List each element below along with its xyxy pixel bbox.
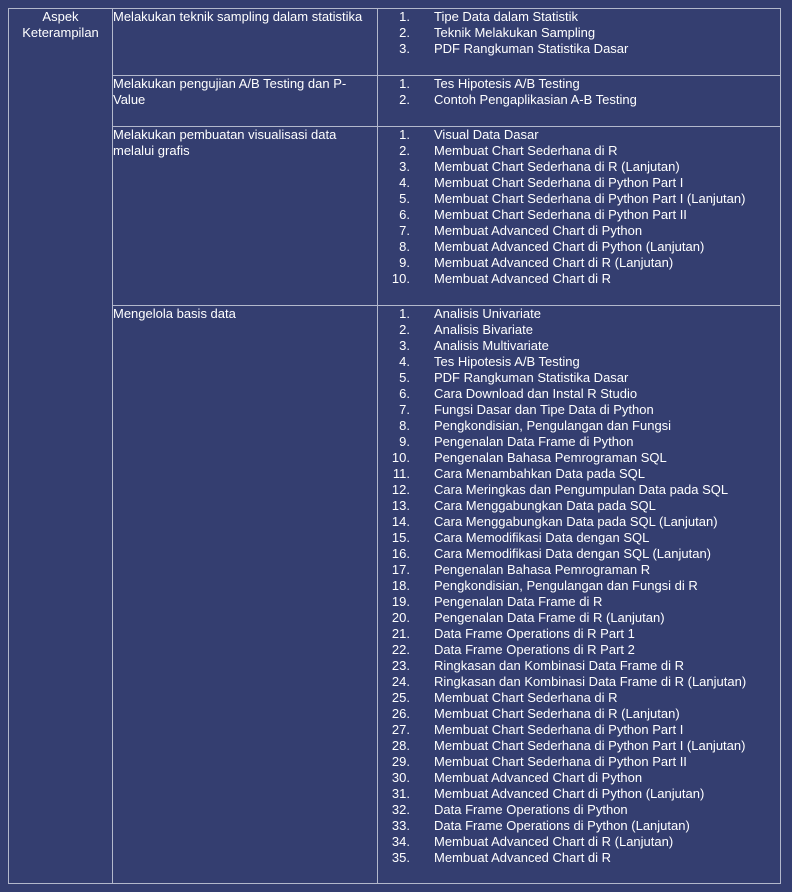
item-text: Membuat Advanced Chart di Python xyxy=(434,770,643,785)
item-text: Membuat Chart Sederhana di Python Part I xyxy=(434,175,684,190)
item-number: 16. xyxy=(391,546,410,561)
item-text: Cara Menggabungkan Data pada SQL xyxy=(434,498,656,513)
item-number: 1. xyxy=(399,306,410,321)
item-number: 8. xyxy=(399,418,410,433)
item-text: Membuat Chart Sederhana di R xyxy=(434,690,618,705)
list-item xyxy=(378,271,780,287)
curriculum-table-body xyxy=(9,9,781,884)
materials-cell xyxy=(378,127,781,306)
item-text: Pengenalan Data Frame di R (Lanjutan) xyxy=(434,610,665,625)
item-text: Membuat Advanced Chart di Python (Lanjutan) xyxy=(434,239,705,254)
item-number: 6. xyxy=(399,386,410,401)
list-item xyxy=(378,754,780,770)
list-item xyxy=(378,482,780,498)
skill-cell xyxy=(113,306,378,884)
item-text: Cara Menambahkan Data pada SQL xyxy=(434,466,646,481)
list-item xyxy=(378,25,780,41)
item-number: 9. xyxy=(399,434,410,449)
list-item xyxy=(378,658,780,674)
list-item xyxy=(378,9,780,25)
skill-cell xyxy=(113,76,378,127)
materials-cell xyxy=(378,9,781,76)
list-item xyxy=(378,175,780,191)
list-item xyxy=(378,722,780,738)
item-number: 4. xyxy=(399,175,410,190)
item-text: Tes Hipotesis A/B Testing xyxy=(434,76,580,91)
item-number: 26. xyxy=(391,706,410,721)
item-text: Pengenalan Data Frame di Python xyxy=(434,434,634,449)
item-number: 9. xyxy=(399,255,410,270)
item-text: Pengkondisian, Pengulangan dan Fungsi xyxy=(434,418,672,433)
item-number: 2. xyxy=(399,322,410,337)
item-number: 32. xyxy=(391,802,410,817)
materials-list xyxy=(378,9,780,57)
item-text: Contoh Pengaplikasian A-B Testing xyxy=(434,92,637,107)
list-item xyxy=(378,466,780,482)
item-text: Membuat Chart Sederhana di Python Part I xyxy=(434,722,684,737)
item-number: 6. xyxy=(399,207,410,222)
list-item xyxy=(378,354,780,370)
list-item xyxy=(378,306,780,322)
item-number: 20. xyxy=(391,610,410,625)
item-number: 35. xyxy=(391,850,410,865)
item-text: Membuat Chart Sederhana di Python Part I (Lanjutan) xyxy=(434,738,746,753)
list-item xyxy=(378,191,780,207)
item-number: 4. xyxy=(399,354,410,369)
table-row xyxy=(9,9,781,76)
item-text: Analisis Univariate xyxy=(434,306,541,321)
list-item xyxy=(378,674,780,690)
item-text: Membuat Chart Sederhana di R (Lanjutan) xyxy=(434,159,680,174)
item-text: Cara Download dan Instal R Studio xyxy=(434,386,638,401)
list-item xyxy=(378,690,780,706)
item-number: 2. xyxy=(399,92,410,107)
list-item xyxy=(378,546,780,562)
item-number: 12. xyxy=(391,482,410,497)
list-item xyxy=(378,562,780,578)
list-item xyxy=(378,498,780,514)
table-row xyxy=(9,306,781,884)
list-item xyxy=(378,450,780,466)
aspect-label: Aspek Keterampilan xyxy=(22,9,99,40)
skill-label: Melakukan pengujian A/B Testing dan P-Value xyxy=(113,76,347,107)
item-text: Membuat Advanced Chart di Python (Lanjutan) xyxy=(434,786,705,801)
item-text: PDF Rangkuman Statistika Dasar xyxy=(434,370,629,385)
item-text: Membuat Chart Sederhana di R (Lanjutan) xyxy=(434,706,680,721)
item-number: 22. xyxy=(391,642,410,657)
item-text: Ringkasan dan Kombinasi Data Frame di R xyxy=(434,658,685,673)
list-item xyxy=(378,626,780,642)
list-item xyxy=(378,770,780,786)
list-item xyxy=(378,386,780,402)
list-item xyxy=(378,370,780,386)
item-number: 23. xyxy=(391,658,410,673)
item-number: 31. xyxy=(391,786,410,801)
item-text: Pengenalan Bahasa Pemrograman R xyxy=(434,562,651,577)
item-number: 25. xyxy=(391,690,410,705)
curriculum-table xyxy=(8,8,781,884)
item-text: Membuat Advanced Chart di R xyxy=(434,271,612,286)
item-number: 1. xyxy=(399,9,410,24)
item-number: 19. xyxy=(391,594,410,609)
table-row xyxy=(9,127,781,306)
skill-cell xyxy=(113,127,378,306)
item-number: 34. xyxy=(391,834,410,849)
item-text: Cara Memodifikasi Data dengan SQL (Lanjutan) xyxy=(434,546,711,561)
item-number: 28. xyxy=(391,738,410,753)
list-item xyxy=(378,143,780,159)
item-text: Pengkondisian, Pengulangan dan Fungsi di R xyxy=(434,578,698,593)
item-number: 7. xyxy=(399,402,410,417)
item-number: 27. xyxy=(391,722,410,737)
list-item xyxy=(378,738,780,754)
list-item xyxy=(378,239,780,255)
item-number: 2. xyxy=(399,143,410,158)
item-number: 21. xyxy=(391,626,410,641)
item-text: PDF Rangkuman Statistika Dasar xyxy=(434,41,629,56)
item-number: 11. xyxy=(392,466,410,481)
item-text: Cara Menggabungkan Data pada SQL (Lanjutan) xyxy=(434,514,718,529)
item-number: 24. xyxy=(391,674,410,689)
item-number: 10. xyxy=(391,271,410,286)
item-number: 13. xyxy=(391,498,410,513)
list-item xyxy=(378,706,780,722)
list-item xyxy=(378,514,780,530)
skill-label: Melakukan teknik sampling dalam statistika xyxy=(113,9,363,24)
item-number: 1. xyxy=(399,127,410,142)
list-item xyxy=(378,594,780,610)
list-item xyxy=(378,322,780,338)
item-number: 30. xyxy=(391,770,410,785)
list-item xyxy=(378,402,780,418)
item-number: 3. xyxy=(399,338,410,353)
item-number: 1. xyxy=(399,76,410,91)
item-text: Tipe Data dalam Statistik xyxy=(434,9,579,24)
item-number: 8. xyxy=(399,239,410,254)
item-number: 33. xyxy=(391,818,410,833)
item-text: Membuat Chart Sederhana di Python Part II xyxy=(434,207,687,222)
aspect-cell xyxy=(9,9,113,884)
item-text: Ringkasan dan Kombinasi Data Frame di R (Lanjutan) xyxy=(434,674,747,689)
materials-list xyxy=(378,76,780,108)
list-item xyxy=(378,578,780,594)
item-text: Data Frame Operations di R Part 1 xyxy=(434,626,635,641)
list-item xyxy=(378,223,780,239)
list-item xyxy=(378,818,780,834)
list-item xyxy=(378,610,780,626)
list-item xyxy=(378,834,780,850)
item-text: Tes Hipotesis A/B Testing xyxy=(434,354,580,369)
skill-cell xyxy=(113,9,378,76)
item-text: Data Frame Operations di Python xyxy=(434,802,628,817)
item-text: Analisis Bivariate xyxy=(434,322,533,337)
list-item xyxy=(378,802,780,818)
item-text: Membuat Advanced Chart di R xyxy=(434,850,612,865)
table-row xyxy=(9,76,781,127)
materials-cell xyxy=(378,306,781,884)
item-text: Cara Meringkas dan Pengumpulan Data pada SQL xyxy=(434,482,729,497)
item-text: Membuat Chart Sederhana di R xyxy=(434,143,618,158)
item-number: 29. xyxy=(391,754,410,769)
item-text: Membuat Chart Sederhana di Python Part II xyxy=(434,754,687,769)
item-number: 14. xyxy=(391,514,410,529)
skill-label: Melakukan pembuatan visualisasi data melalui grafis xyxy=(113,127,337,158)
item-text: Pengenalan Data Frame di R xyxy=(434,594,603,609)
item-text: Pengenalan Bahasa Pemrograman SQL xyxy=(434,450,667,465)
item-text: Data Frame Operations di Python (Lanjutan) xyxy=(434,818,690,833)
list-item xyxy=(378,338,780,354)
item-number: 18. xyxy=(391,578,410,593)
item-text: Data Frame Operations di R Part 2 xyxy=(434,642,635,657)
list-item xyxy=(378,418,780,434)
materials-cell xyxy=(378,76,781,127)
list-item xyxy=(378,41,780,57)
list-item xyxy=(378,92,780,108)
list-item xyxy=(378,642,780,658)
item-text: Teknik Melakukan Sampling xyxy=(434,25,596,40)
item-text: Membuat Advanced Chart di R (Lanjutan) xyxy=(434,834,674,849)
list-item xyxy=(378,207,780,223)
item-number: 15. xyxy=(391,530,410,545)
list-item xyxy=(378,255,780,271)
item-number: 3. xyxy=(399,159,410,174)
item-text: Membuat Chart Sederhana di Python Part I (Lanjutan) xyxy=(434,191,746,206)
list-item xyxy=(378,76,780,92)
list-item xyxy=(378,530,780,546)
item-text: Fungsi Dasar dan Tipe Data di Python xyxy=(434,402,654,417)
item-number: 7. xyxy=(399,223,410,238)
item-number: 5. xyxy=(399,370,410,385)
item-number: 3. xyxy=(399,41,410,56)
list-item xyxy=(378,159,780,175)
list-item xyxy=(378,786,780,802)
skill-label: Mengelola basis data xyxy=(113,306,236,321)
item-number: 10. xyxy=(391,450,410,465)
list-item xyxy=(378,850,780,866)
materials-list xyxy=(378,306,780,866)
list-item xyxy=(378,434,780,450)
item-text: Cara Memodifikasi Data dengan SQL xyxy=(434,530,650,545)
item-number: 2. xyxy=(399,25,410,40)
item-text: Visual Data Dasar xyxy=(434,127,539,142)
item-number: 17. xyxy=(391,562,410,577)
materials-list xyxy=(378,127,780,287)
list-item xyxy=(378,127,780,143)
item-text: Membuat Advanced Chart di Python xyxy=(434,223,643,238)
item-number: 5. xyxy=(399,191,410,206)
item-text: Analisis Multivariate xyxy=(434,338,549,353)
item-text: Membuat Advanced Chart di R (Lanjutan) xyxy=(434,255,674,270)
